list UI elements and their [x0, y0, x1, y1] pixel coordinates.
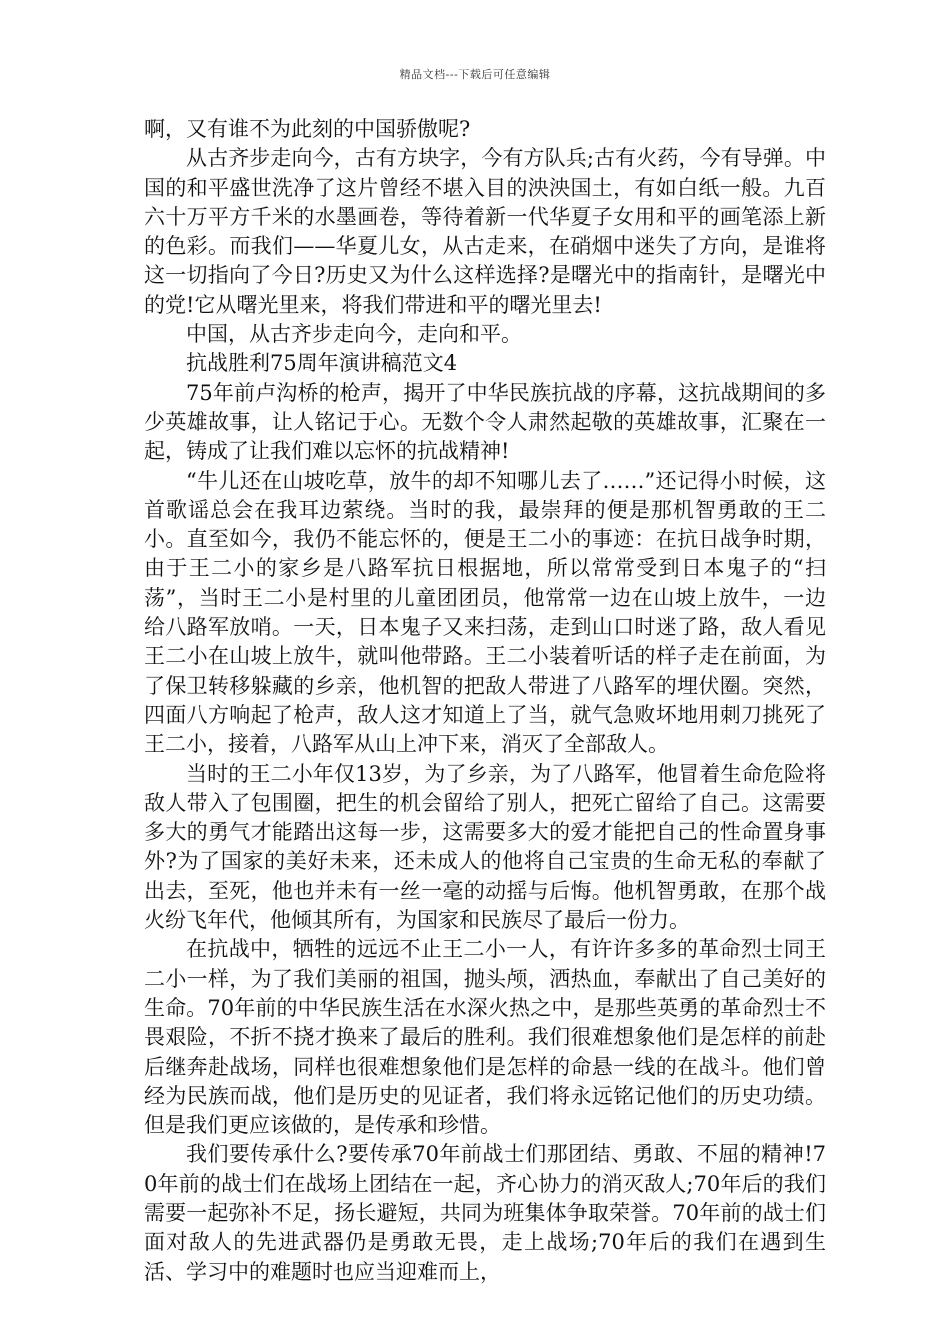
paragraph: 在抗战中，牺牲的远远不止王二小一人，有许许多多的革命烈士同王二小一样，为了我们美丽的祖国，抛头颅，洒热血，奉献出了自己美好的生命。70年前的中华民族生活在水深火热之中，是那些英勇的革命烈士不畏艰险，不折不挠才换来了最后的胜利。我们很难想象他们是怎样的前赴后继奔赴战场，同样也很难想象他们是怎样的命悬一线的在战斗。他们曾经为民族而战，他们是历史的见证者，我们将永远铭记他们的历史功绩。但是我们更应该做的，是传承和珍惜。	[144, 937, 826, 1138]
page-header: 精品文档---下载后可任意编辑	[399, 68, 551, 81]
paragraph: 75年前卢沟桥的枪声，揭开了中华民族抗战的序幕，这抗战期间的多少英雄故事，让人铭记于心。无数个令人肃然起敬的英雄故事，汇聚在一起，铸成了让我们难以忘怀的抗战精神!	[144, 380, 826, 464]
paragraph: 中国，从古齐步走向今，走向和平。	[186, 322, 522, 347]
section-heading: 抗战胜利75周年演讲稿范文4	[186, 351, 458, 376]
paragraph: 啊，又有谁不为此刻的中国骄傲呢?	[144, 117, 471, 141]
paragraph: 我们要传承什么?要传承70年前战士们那团结、勇敢、不屈的精神!70年前的战士们在战场上团结在一起，齐心协力的消灭敌人;70年后的我们需要一起弥补不足，扬长避短，共同为班集体争取荣誉。70年前的战士们面对敌人的先进武器仍是勇敢无畏，走上战场;70年后的我们在遇到生活、学习中的难题时也应当迎难而上，	[144, 1142, 826, 1284]
document-body	[144, 115, 826, 1287]
paragraph: 从古齐步走向今，古有方块字，今有方队兵;古有火药，今有导弹。中国的和平盛世洗净了这片曾经不堪入目的泱泱国土，有如白纸一般。九百六十万平方千米的水墨画卷，等待着新一代华夏子女用和平的画笔添上新的色彩。而我们——华夏儿女，从古走来，在硝烟中迷失了方向，是谁将这一切指向了今日?历史又为什么这样选择?是曙光中的指南针，是曙光中的党!它从曙光里来，将我们带进和平的曙光里去!	[144, 146, 826, 317]
paragraph: “牛儿还在山坡吃草，放牛的却不知哪儿去了……”还记得小时候，这首歌谣总会在我耳边萦绕。当时的我，最崇拜的便是那机智勇敢的王二小。直至如今，我仍不能忘怀的，便是王二小的事迹：在抗日战争时期，由于王二小的家乡是八路军抗日根据地，所以常常受到日本鬼子的“扫荡”，当时王二小是村里的儿童团团员，他常常一边在山坡上放牛，一边给八路军放哨。一天，日本鬼子又来扫荡，走到山口时迷了路，敌人看见王二小在山坡上放牛，就叫他带路。王二小装着听话的样子走在前面，为了保卫转移躲藏的乡亲，他机智的把敌人带进了八路军的埋伏圈。突然，四面八方响起了枪声，敌人这才知道上了当，就气急败坏地用刺刀挑死了王二小，接着，八路军从山上冲下来，消灭了全部敌人。	[144, 468, 826, 757]
paragraph: 当时的王二小年仅13岁，为了乡亲，为了八路军，他冒着生命危险将敌人带入了包围圈，把生的机会留给了别人，把死亡留给了自己。这需要多大的勇气才能踏出这每一步，这需要多大的爱才能把自己的性命置身事外?为了国家的美好未来，还未成人的他将自己宝贵的生命无私的奉献了出去，至死，他也并未有一丝一毫的动摇与后悔。他机智勇敢，在那个战火纷飞年代，他倾其所有，为国家和民族尽了最后一份力。	[144, 761, 826, 933]
